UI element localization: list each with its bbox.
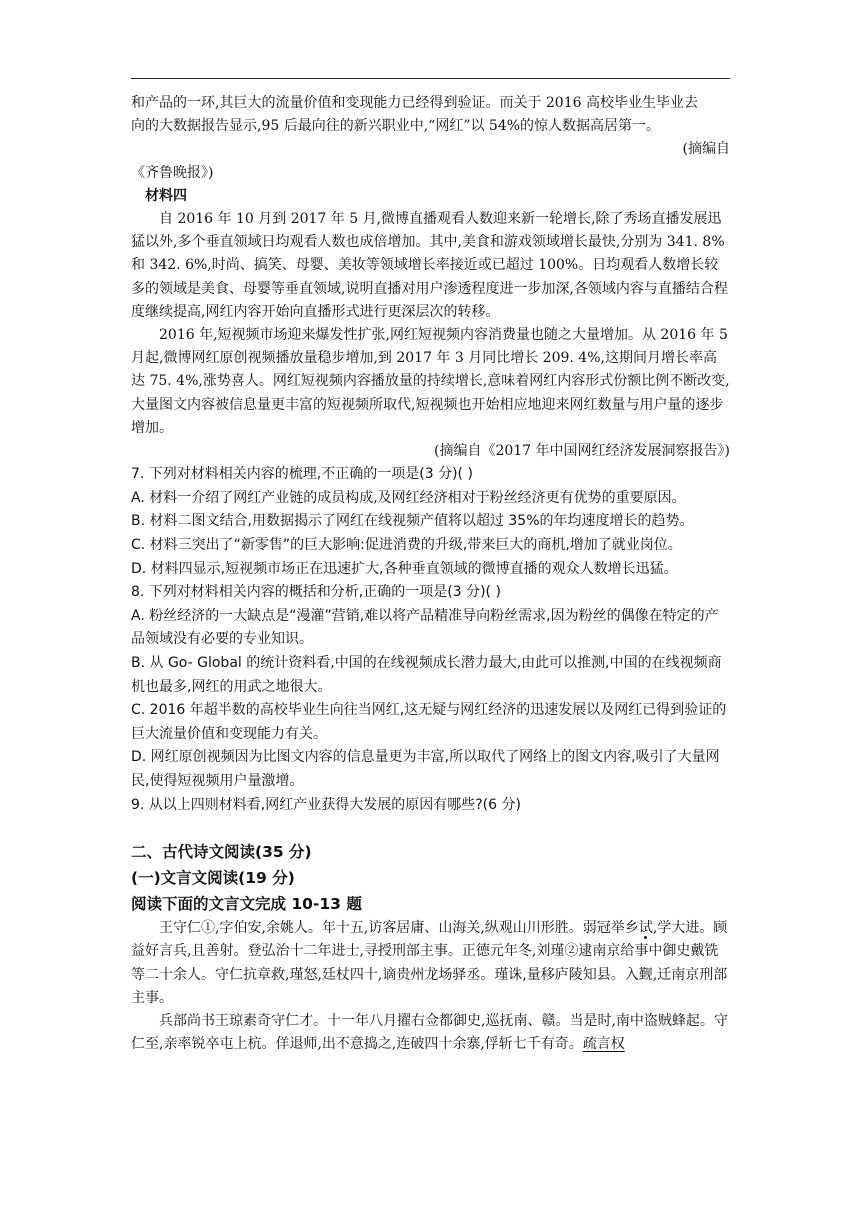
underlined-text: 疏言权 bbox=[582, 1036, 625, 1053]
source-note: (摘编自《2017 年中国网红经济发展洞察报告》) bbox=[433, 443, 730, 460]
material-four-paragraph: 2016 年,短视频市场迎来爆发性扩张,网红短视频内容消费量也随之大量增加。从 2016 年 5 月起,微博网红原创视频播放量稳步增加,到 2017 年 3 月同比增长 209. 4%,这期间月增长率高达 75. 4%,涨势喜人。网红短视频内容播放量的持续增长,意味着网红内容形式份额比例不断改变,大量图文内容被信息量更丰富的短视频所取代,短视频也开始相应地迎来网红数量与用户量的逐步增加。 bbox=[131, 327, 730, 436]
classical-paragraph bbox=[131, 917, 730, 1010]
source-note: (摘编自 bbox=[682, 141, 730, 158]
classical-text: 王守仁①,字伯安,余姚人。年十五,访客居庸、山海关,纵观山川形胜。弱冠举乡 bbox=[159, 920, 639, 937]
material-four-paragraph: 自 2016 年 10 月到 2017 年 5 月,微博直播观看人数迎来新一轮增长,除了秀场直播发展迅猛以外,多个垂直领域日均观看人数也成倍增加。其中,美食和游戏领域增长最快,分别为 341. 8%和 342. 6%,时尚、搞笑、母婴、美妆等领域增长率接近或已超过 100%。日均观看人数增长较多的领域是美食、母婴等垂直领域,说明直播对用户渗透程度进一步加深,各领域内容与直播结合程度继续提高,网红内容开始向直播形式进行更深层次的转移。 bbox=[131, 211, 728, 320]
section-subheading: (一)文言文阅读(19 分) bbox=[131, 869, 295, 888]
classical-text: 兵部尚书王琼素奇守仁才。十一年八月擢右佥都御史,巡抚南、赣。当是时,南中盗贼蜂起。守仁至,亲率锐卒屯上杭。佯退师,出不意捣之,连破四十余寨,俘斩七千有奇。 bbox=[131, 1012, 728, 1053]
document-body bbox=[131, 92, 730, 1056]
question-line: C. 2016 年超半数的高校毕业生向往当网红,这无疑与网红经济的迅速发展以及网红已得到验证的巨大流量价值和变现能力有关。 bbox=[131, 702, 727, 742]
question-line: 9. 从以上四则材料看,网红产业获得大发展的原因有哪些?(6 分) bbox=[131, 796, 521, 813]
classical-paragraph bbox=[131, 1010, 730, 1056]
question-line: 8. 下列对材料相关内容的概括和分析,正确的一项是(3 分)( ) bbox=[131, 584, 501, 601]
question-line: C. 材料三突出了“新零售”的巨大影响:促进消费的升级,带来巨大的商机,增加了就业岗位。 bbox=[131, 537, 682, 554]
dotted-character: 试 bbox=[638, 920, 653, 937]
classical-text: ,学大进。顾益好言兵,且善射。登弘治十二年进士,寻授刑部主事。正德元年冬,刘瑾②逮南京给事中御史戴铣等二十余人。守仁抗章救,瑾怒,廷杖四十,谪贵州龙场驿丞。瑾诛,量移庐陵知县。入觐,迁南京刑部主事。 bbox=[131, 920, 728, 1006]
text-line: 和产品的一环,其巨大的流量价值和变现能力已经得到验证。而关于 2016 高校毕业生毕业去 bbox=[131, 95, 698, 111]
question-line: D. 网红原创视频因为比图文内容的信息量更为丰富,所以取代了网络上的图文内容,吸引了大量网民,使得短视频用户量激增。 bbox=[131, 749, 720, 789]
source-note-cont: 《齐鲁晚报》) bbox=[131, 164, 214, 181]
material-four-title: 材料四 bbox=[145, 187, 187, 204]
question-line: 7. 下列对材料相关内容的梳理,不正确的一项是(3 分)( ) bbox=[131, 466, 473, 483]
section-instruction: 阅读下面的文言文完成 10-13 题 bbox=[131, 895, 362, 914]
question-line: A. 材料一介绍了网红产业链的成员构成,及网红经济相对于粉丝经济更有优势的重要原因。 bbox=[131, 489, 686, 506]
question-line: B. 材料二图文结合,用数据揭示了网红在线视频产值将以超过 35%的年均速度增长的趋势。 bbox=[131, 513, 694, 530]
question-line: B. 从 Go- Global 的统计资料看,中国的在线视频成长潜力最大,由此可以推测,中国的在线视频商机也最多,网红的用武之地很大。 bbox=[131, 655, 722, 695]
text-line: 向的大数据报告显示,95 后最向往的新兴职业中,“网红”以 54%的惊人数据高居第一。 bbox=[131, 118, 661, 135]
header-rule bbox=[131, 78, 730, 79]
question-line: D. 材料四显示,短视频市场正在迅速扩大,各种垂直领域的微博直播的观众人数增长迅猛。 bbox=[131, 560, 678, 577]
section-heading: 二、古代诗文阅读(35 分) bbox=[131, 843, 312, 862]
question-line: A. 粉丝经济的一大缺点是“漫灌”营销,难以将产品精准导向粉丝需求,因为粉丝的偶像在特定的产品领域没有必要的专业知识。 bbox=[131, 607, 719, 648]
